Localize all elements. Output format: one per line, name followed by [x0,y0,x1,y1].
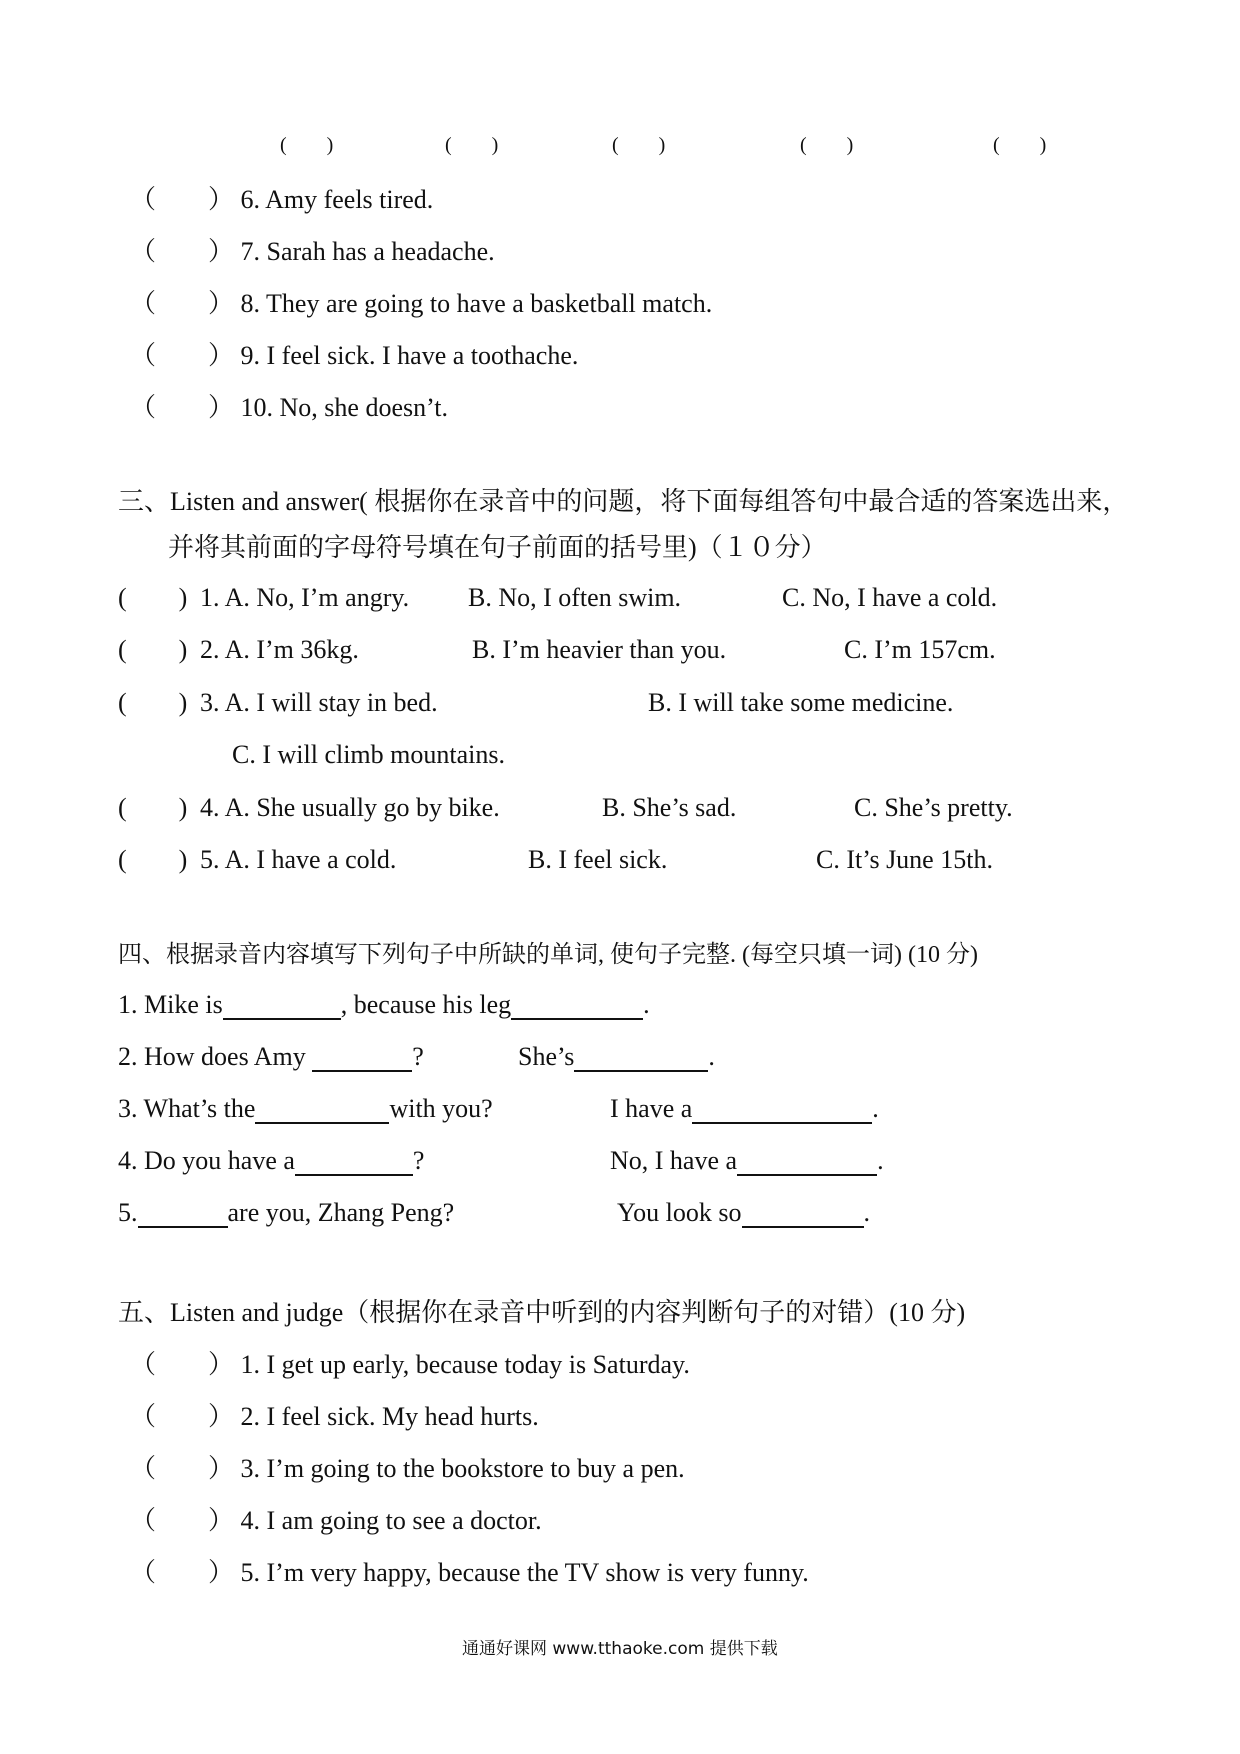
answer-paren[interactable]: ( ) [993,134,1047,156]
option-a: 3. A. I will stay in bed. [200,688,438,717]
sentence-text: ? [412,1042,424,1071]
fill-blank[interactable] [574,1044,708,1072]
sentence-text: , because his leg [340,990,512,1019]
list-item [130,393,448,423]
fill-right [610,1094,879,1124]
item-text: 10. No, she doesn’t. [240,393,449,422]
answer-paren[interactable]: （ ） [130,341,235,370]
option-a: 1. A. No, I’m angry. [200,583,410,612]
option-b: B. She’s sad. [602,793,737,822]
fill-right [518,1042,715,1072]
sentence-text: ? [412,1146,425,1175]
item-text: 8. They are going to have a basketball match. [240,289,713,318]
sentence-text: . [643,990,650,1019]
list-item [130,1350,690,1380]
fill-blank[interactable] [742,1200,864,1228]
fill-left [118,1198,454,1228]
item-text: 9. I feel sick. I have a toothache. [240,341,579,370]
option-c: C. She’s pretty. [854,793,1013,822]
item-text: 2. I feel sick. My head hurts. [240,1402,539,1431]
answer-paren[interactable]: （ ） [130,1454,235,1483]
sentence-text: with you? [389,1094,493,1123]
list-item [130,289,712,319]
list-item [130,185,433,215]
list-item [130,1454,685,1484]
fill-blank[interactable] [692,1096,872,1124]
item-text: 4. I am going to see a doctor. [240,1506,542,1535]
item-text: 7. Sarah has a headache. [240,237,495,266]
section-heading: 三、Listen and answer( 根据你在录音中的问题，将下面每组答句中最合适的答案选出来， [118,487,1129,516]
fill-blank[interactable] [737,1148,877,1176]
answer-paren[interactable]: （ ） [130,1558,235,1587]
sentence-text: I have a [610,1094,693,1123]
item-text: 1. I get up early, because today is Saturday. [240,1350,690,1379]
fill-blank[interactable] [138,1200,228,1228]
sentence-text: 2. How does Amy [118,1042,306,1071]
fill-blank[interactable] [255,1096,389,1124]
fill-left [118,1094,493,1124]
fill-blank[interactable] [511,992,643,1020]
answer-paren[interactable]: （ ） [130,289,235,318]
option-c: C. It’s June 15th. [816,845,993,874]
option-c: C. I’m 157cm. [844,635,996,664]
option-a: 5. A. I have a cold. [200,845,397,874]
answer-paren[interactable]: ( ) [118,583,188,612]
fill-blank[interactable] [312,1044,412,1072]
option-b: B. No, I often swim. [468,583,682,612]
fill-blank[interactable] [223,992,341,1020]
section-heading-cont: 并将其前面的字母符号填在句子前面的括号里)（１０分） [168,533,827,562]
section-heading: 四、根据录音内容填写下列句子中所缺的单词, 使句子完整. (每空只填一词) (10 分) [118,942,978,968]
answer-paren[interactable]: ( ) [612,134,666,156]
answer-paren[interactable]: ( ) [118,635,188,664]
answer-paren[interactable]: ( ) [445,134,499,156]
option-b: B. I feel sick. [528,845,668,874]
list-item [130,341,578,371]
sentence-text: 3. What’s the [118,1094,256,1123]
sentence-text: . [877,1146,884,1175]
sentence-text: are you, Zhang Peng? [227,1198,455,1227]
section-heading: 五、Listen and judge（根据你在录音中听到的内容判断句子的对错）(10 分) [118,1298,966,1327]
option-a: 4. A. She usually go by bike. [200,793,500,822]
answer-paren[interactable]: （ ） [130,185,235,214]
answer-paren[interactable]: ( ) [118,793,188,822]
sentence-text: . [863,1198,871,1227]
sentence-text: You look so [617,1198,742,1227]
item-text: 6. Amy feels tired. [240,185,434,214]
option-b: B. I’m heavier than you. [472,635,727,664]
option-a: 2. A. I’m 36kg. [200,635,359,664]
option-c: C. No, I have a cold. [782,583,998,612]
fill-left [118,1146,424,1176]
sentence-text: . [708,1042,715,1071]
fill-right [610,1146,884,1176]
answer-paren[interactable]: （ ） [130,1506,235,1535]
option-c: C. I will climb mountains. [232,740,505,769]
fill-left [118,1042,424,1072]
answer-paren[interactable]: ( ) [800,134,854,156]
answer-paren[interactable]: ( ) [118,845,188,874]
sentence-text: 1. Mike is [118,990,223,1019]
fill-row [118,990,650,1020]
list-item [130,1402,539,1432]
sentence-text: 4. Do you have a [118,1146,295,1175]
list-item [130,1558,809,1588]
list-item [130,237,495,267]
sentence-text: No, I have a [610,1146,738,1175]
answer-paren[interactable]: ( ) [280,134,334,156]
option-b: B. I will take some medicine. [648,688,954,717]
page-footer: 通通好课网 www.tthaoke.com 提供下载 [462,1639,778,1659]
answer-paren[interactable]: （ ） [130,237,235,266]
sentence-text: . [872,1094,879,1123]
fill-blank[interactable] [295,1148,413,1176]
fill-right [617,1198,870,1228]
item-text: 3. I’m going to the bookstore to buy a pen. [240,1454,685,1483]
item-text: 5. I’m very happy, because the TV show is very funny. [240,1558,809,1587]
answer-paren[interactable]: （ ） [130,1402,235,1431]
sentence-text: She’s [518,1042,575,1071]
answer-paren[interactable]: （ ） [130,1350,235,1379]
answer-paren[interactable]: ( ) [118,688,188,717]
sentence-text: 5. [118,1198,138,1227]
answer-paren[interactable]: （ ） [130,393,235,422]
list-item [130,1506,542,1536]
